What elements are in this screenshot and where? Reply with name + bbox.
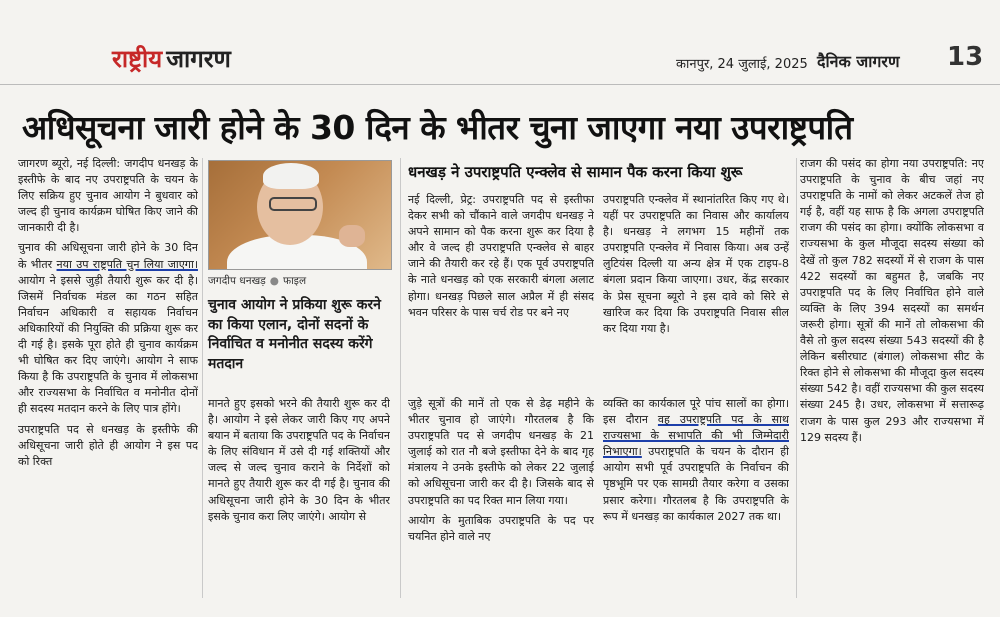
column-rule-2 bbox=[400, 158, 401, 598]
col1-paragraph-2 bbox=[18, 240, 198, 417]
photo-figure-hand bbox=[339, 225, 365, 247]
column-rule-1 bbox=[202, 158, 203, 598]
caption-dot-icon: ● bbox=[269, 275, 279, 287]
edition-date: कानपुर, 24 जुलाई, 2025 bbox=[676, 57, 808, 72]
logo-right-word: जागरण bbox=[166, 45, 231, 73]
brand-name: दैनिक जागरण bbox=[817, 52, 900, 71]
col4-underlined-text: वह उपराष्ट्रपति पद के साथ राज्यसभा के सभापति की भी जिम्मेदारी निभाएगा। bbox=[603, 413, 789, 459]
column-rule-3 bbox=[796, 158, 797, 598]
logo-left-word: राष्ट्रीय bbox=[112, 45, 163, 73]
article-column-5 bbox=[800, 156, 984, 601]
masthead-divider bbox=[0, 84, 1000, 85]
col4-text-continued: उपराष्ट्रपति के चयन के दौरान ही आयोग सभी पूर्व उपराष्ट्रपति के निर्वाचन की पृष्ठभूमि पर एक सामग्री तैयार करेगा व उसका प्रसार करेगा। गौरतलब है कि उपराष्ट्रपति के रूप में धनखड़ का कार्यकाल 2027 तक था। bbox=[603, 445, 789, 523]
col2-paragraph: मानते हुए इसको भरने की तैयारी शुरू कर दी है। आयोग ने इसे लेकर जारी किए गए अपने बयान में बताया कि उपराष्ट्रपति पद के निर्वाचन के लिए संविधान में उसे दी गई शक्तियों और जल्द से जल्द चुनाव कराने के निर्देशों को मानते हुए तैयारी शुरू कर दी गई है। चुनाव की अधिसूचना जारी होने के 30 दिन के भीतर इसके चुनाव करा लिए जाएंगे। आयोग से bbox=[208, 397, 390, 523]
article-column-1 bbox=[18, 156, 198, 601]
photo-figure-glasses bbox=[269, 197, 317, 211]
col1-text: चुनाव की अधिसूचना जारी होने के 30 दिन के भीतर bbox=[18, 241, 198, 271]
caption-tag: फाइल bbox=[282, 275, 307, 287]
photo-jagdeep-dhankhar bbox=[208, 160, 392, 270]
article-column-4 bbox=[603, 396, 789, 601]
side-story-headline: धनखड़ ने उपराष्ट्रपति एन्क्लेव से सामान पैक करना किया शुरू bbox=[408, 163, 743, 181]
side-story-column-2 bbox=[603, 192, 789, 388]
col5-paragraph: राजग की पसंद का होगा नया उपराष्ट्रपति: नए उपराष्ट्रपति के चुनाव के बीच जहां नए उपराष्ट्रपति के नामों को लेकर अटकलें तेज हो गई है, वहीं यह साफ है कि अगला उपराष्ट्रपति राजग की पसंद का होगा। क्योंकि लोकसभा व राज्यसभा के कुल मौजूदा सदस्य संख्या को देखें तो कुल 782 सदस्यों में से राजग के पास 422 सदस्यों का बहुमत है, जबकि नए उपराष्ट्रपति पद के लिए निर्वाचित होने वाले व्यक्ति के लिए 394 सदस्यों का समर्थन जरूरी होगा। सूत्रों की मानें तो लोकसभा की वैसे तो कुल सदस्य संख्या 543 सदस्यों की है लेकिन बसीरघाट (बंगाल) लोकसभा सीट के रिक्त होने से लोकसभा की मौजूदा कुल सदस्य संख्या 542 है। वहीं राज्यसभा की कुल सदस्य संख्या 245 है। उधर, लोकसभा में सत्तारूढ़ राजग के पास कुल 293 और राज्यसभा में 129 सदस्य हैं। bbox=[800, 157, 984, 444]
col3-paragraph-1: जुड़े सूत्रों की मानें तो एक से डेढ़ महीने के भीतर चुनाव हो जाएंगे। गौरतलब है कि उपराष्ट्रपति पद से जगदीप धनखड़ के 21 जुलाई को रात नौ बजे इस्तीफा देने के बाद गृह मंत्रालय ने उनके इस्तीफे को लेकर 22 जुलाई को अधिसूचना जारी कर दी है। जिसके बाद से उपराष्ट्रपति का पद रिक्त मान लिया गया। bbox=[408, 397, 594, 507]
side-story-paragraph-1: नई दिल्ली, प्रेट्र: उपराष्ट्रपति पद से इस्तीफा देकर सभी को चौंकाने वाले जगदीप धनखड़ ने अपने सामान को पैक करना शुरू कर दिया है और वे जल्द ही उपराष्ट्रपति एन्क्लेव से बाहर जाने की तैयारी कर रहे हैं। एक पूर्व उपराष्ट्रपति के नाते धनखड़ को एक सरकारी बंगला अलाट होगा। धनखड़ पिछले साल अप्रैल में ही संसद भवन परिसर के पास चर्च रोड पर बने नए bbox=[408, 193, 594, 319]
newspaper-logo bbox=[112, 42, 231, 75]
col3-paragraph-2: आयोग के मुताबिक उपराष्ट्रपति के पद पर चयनित होने वाले नए bbox=[408, 513, 594, 543]
article-column-2 bbox=[208, 396, 390, 601]
photo-figure-hair bbox=[263, 163, 319, 189]
page-number: 13 bbox=[947, 42, 984, 72]
photo-caption bbox=[208, 274, 306, 288]
side-story-column-1 bbox=[408, 192, 594, 388]
col1-underlined-text: नया उप राष्ट्रपति चुन लिया जाएगा। bbox=[56, 257, 198, 271]
col1-paragraph-1: जागरण ब्यूरो, नई दिल्ली: जगदीप धनखड़ के इस्तीफे के बाद नए उपराष्ट्रपति के चयन के लिए सक्रिय हुए चुनाव आयोग ने बुधवार को जल्द ही चुनाव कार्यक्रम घोषित किए जाने की जानकारी दी है। bbox=[18, 157, 198, 235]
col4-text: व्यक्ति का कार्यकाल पूरे पांच सालों का होगा। इस दौरान bbox=[603, 397, 789, 427]
highlight-blurb: चुनाव आयोग ने प्रकिया शुरू करने का किया एलान, दोनों सदनों के निर्वाचित व मनोनीत सदस्य करेंगे मतदान bbox=[208, 297, 381, 372]
col1-text-continued: आयोग ने इससे जुड़ी तैयारी शुरू कर दी है। जिसमें निर्वाचक मंडल का गठन सहित निर्वाचन अधिकारी व सहायक निर्वाचन अधिकारियों की नियुक्ति की प्रक्रिया शुरू कर दी गई है। इसके पूरा होते ही चुनाव कार्यक्रम भी घोषित कर दिए जाएंगे। आयोग ने साफ किया है कि उपराष्ट्रपति के चुनाव में लोकसभा और राज्यसभा के निर्वाचित व मनोनीत दोनों ही सदस्य मतदान करने के लिए पात्र होंगे। bbox=[18, 273, 198, 416]
col4-paragraph bbox=[603, 396, 789, 525]
main-headline: अधिसूचना जारी होने के 30 दिन के भीतर चुना जाएगा नया उपराष्ट्रपति bbox=[22, 108, 853, 147]
side-story-paragraph-2: उपराष्ट्रपति एन्क्लेव में स्थानांतरित किए गए थे। यहीं पर उपराष्ट्रपति का निवास और कार्यालय है। धनखड़ ने लगभग 15 महीनों तक उपराष्ट्रपति एन्क्लेव में निवास किया। अब उन्हें लुटियंस दिल्ली या अन्य क्षेत्र में एक टाइप-8 बंगला प्रदान किया जाएगा। उधर, केंद्र सरकार के प्रेस सूचना ब्यूरो ने इस दावे को सिरे से खारिज कर दिया कि उपराष्ट्रपति निवास सील कर दिया गया है। bbox=[603, 193, 789, 335]
article-column-3 bbox=[408, 396, 594, 601]
caption-name: जगदीप धनखड़ bbox=[208, 275, 266, 287]
col1-paragraph-3: उपराष्ट्रपति पद से धनखड़ के इस्तीफे की अधिसूचना जारी होते ही आयोग ने इस पद को रिक्त bbox=[18, 422, 198, 468]
